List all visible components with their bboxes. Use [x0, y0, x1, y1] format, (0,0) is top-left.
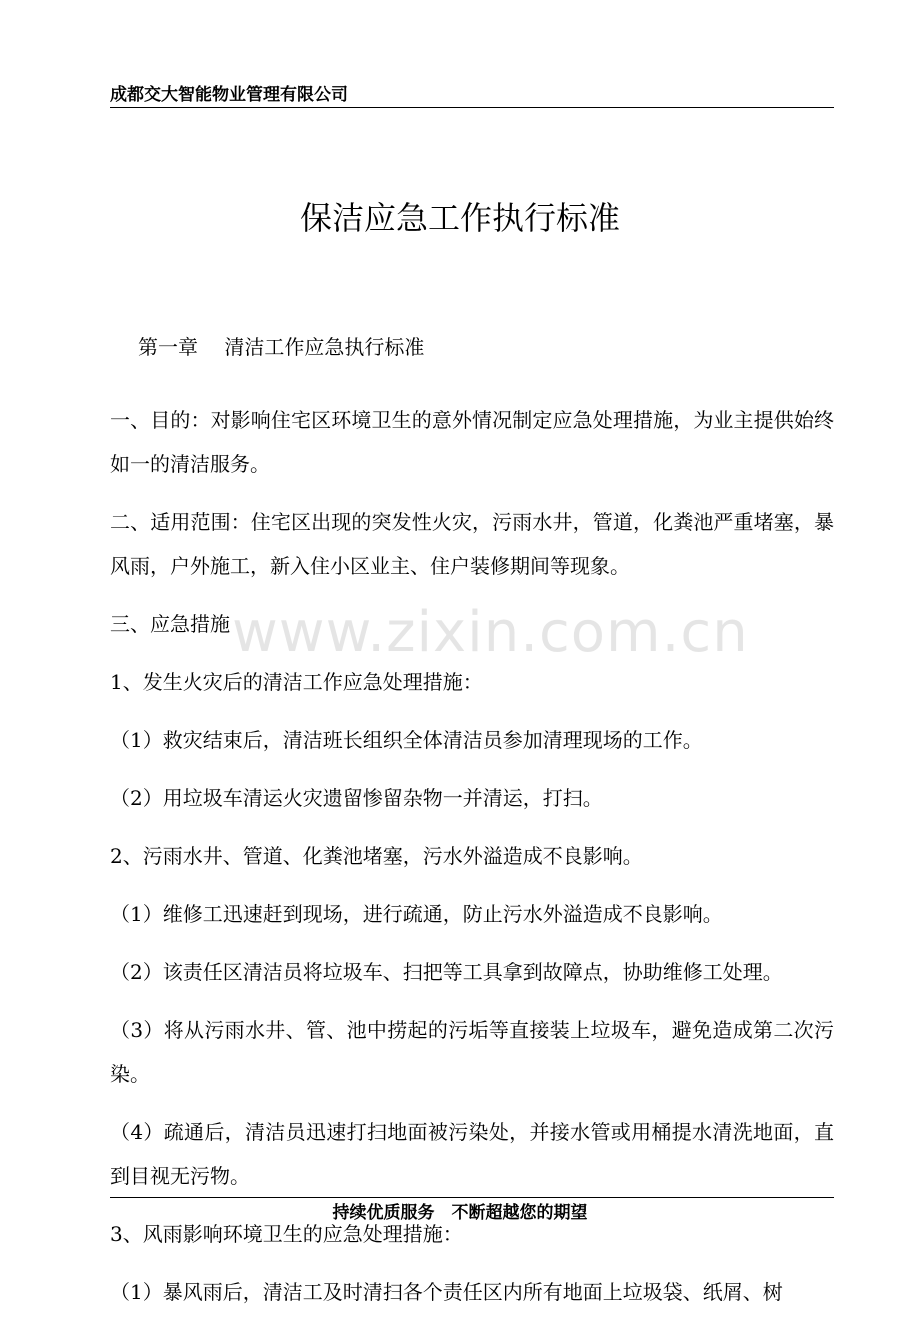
document-body [110, 398, 834, 1328]
item-sewer-step-2: （2）该责任区清洁员将垃圾车、扫把等工具拿到故障点，协助维修工处理。 [110, 960, 783, 984]
paragraph-scope: 二、适用范围：住宅区出现的突发性火灾，污雨水井，管道，化粪池严重堵塞，暴风雨，户外施工，新入住小区业主、住户装修期间等现象。 [110, 510, 834, 578]
item-sewer-step-3: （3）将从污雨水井、管、池中捞起的污垢等直接装上垃圾车，避免造成第二次污染。 [110, 1018, 834, 1086]
company-header: 成都交大智能物业管理有限公司 [110, 85, 348, 105]
item-sewer-step-1: （1）维修工迅速赶到现场，进行疏通，防止污水外溢造成不良影响。 [110, 902, 723, 926]
chapter-heading: 第一章 清洁工作应急执行标准 [138, 335, 425, 359]
watermark-text: www.zixin.com.cn [232, 600, 749, 665]
item-storm-heading: 3、风雨影响环境卫生的应急处理措施： [110, 1222, 463, 1246]
footer-divider [110, 1197, 834, 1198]
paragraph-purpose: 一、目的：对影响住宅区环境卫生的意外情况制定应急处理措施，为业主提供始终如一的清洁服务。 [110, 408, 834, 476]
section-measures-heading: 三、应急措施 [110, 612, 230, 636]
item-sewer-heading: 2、污雨水井、管道、化粪池堵塞，污水外溢造成不良影响。 [110, 844, 643, 868]
item-fire-step-1: （1）救灾结束后，清洁班长组织全体清洁员参加清理现场的工作。 [110, 728, 703, 752]
item-fire-heading: 1、发生火灾后的清洁工作应急处理措施： [110, 670, 483, 694]
document-title: 保洁应急工作执行标准 [299, 199, 620, 237]
item-sewer-step-4: （4）疏通后，清洁员迅速打扫地面被污染处，并接水管或用桶提水清洗地面，直到目视无污物。 [110, 1120, 834, 1188]
item-storm-step-1: （1）暴风雨后，清洁工及时清扫各个责任区内所有地面上垃圾袋、纸屑、树 [110, 1280, 783, 1304]
footer-slogan: 持续优质服务 不断超越您的期望 [332, 1203, 588, 1223]
item-fire-step-2: （2）用垃圾车清运火灾遗留惨留杂物一并清运，打扫。 [110, 786, 603, 810]
